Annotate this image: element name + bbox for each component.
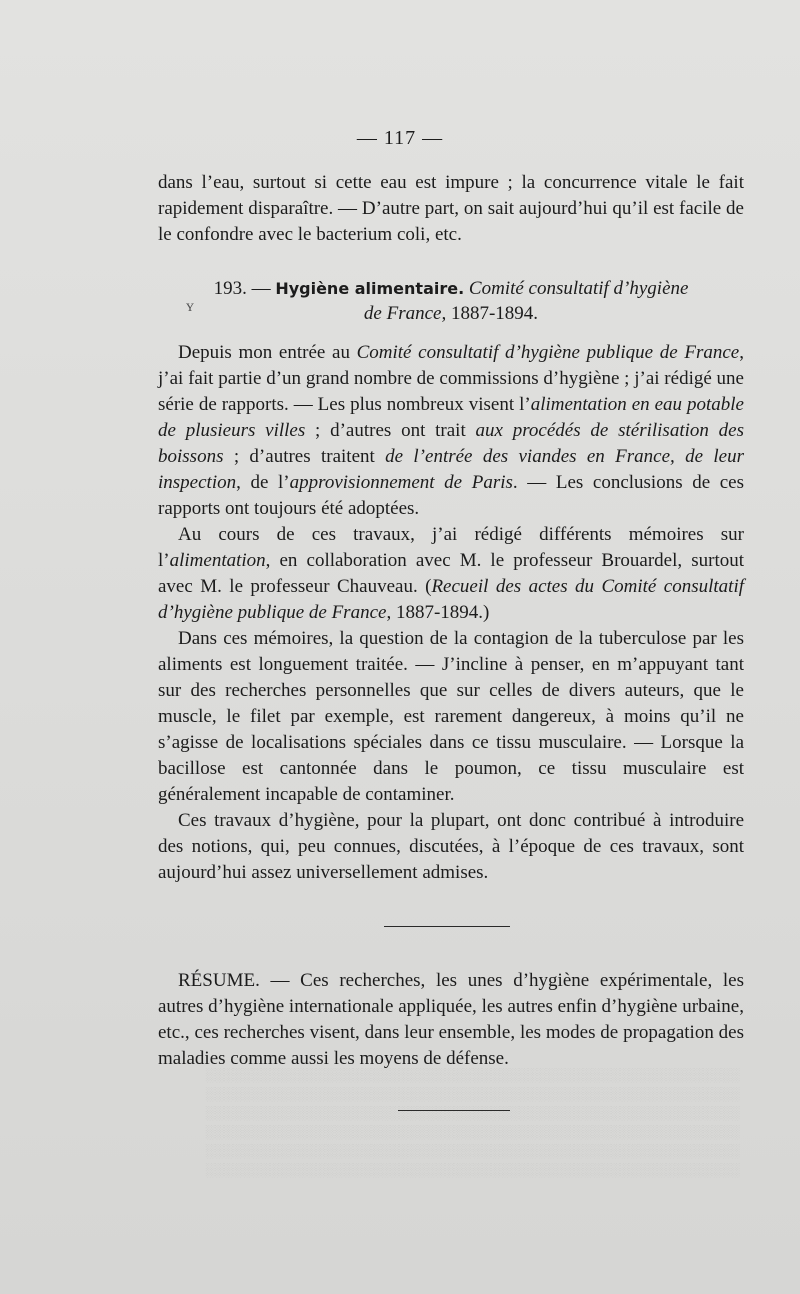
intro-text: dans l’eau, surtout si cette eau est impure ; la concurrence vitale le fait rapidement disparaître. — D’autre part, on sait aujourd’hui qu’il est facile de le confondre avec le bacterium coli, etc. <box>158 172 744 245</box>
page-number: — 117 — <box>356 127 444 149</box>
paragraph-4: Ces travaux d’hygiène, pour la plupart, ont donc contribué à introduire des notions, qui, peu connues, discutées, à l’époque de ces travaux, sont aujourd’hui assez universellement admises. <box>158 810 744 883</box>
bleed-through-text: ░░░░░░░░░░░░░░░░░░░░░░░░░░░░░░░░░░░░░░░░░░░░░░░░░░░░░░░░░░ ░░░░░░░░░░░░░░░░░░░░░░░░░░░░░░░░░░░░░░░░░░░░░░░░░░░░░░░░░░ ░░░░░░░░░░░░░░░░░░░░░░░░░░░░░░░░░░░░░░░░░░░░░░░░░░░░░░░░░░ ░░░░░░░░░░░░░░░░░░░░░░░░░░░░░░░░░░░░░░░░░░░░░░░░░░░░░░░░░░ ░░░░░░░░░░░░░░░░░░░░░░░░░░░░░░░░░░░░░░░░░░░░░░░░░░░░░░░░░░ ░░░░░░░░░░░░░░░░░░░░░░░░░░░░░░░░░░░░░░░░░░░░░░░░░░░░░░░░░░ <box>205 1067 740 1177</box>
paragraph-1: Depuis mon entrée au Comité consultatif d’hygiène publique de France, j’ai fait partie d’un grand nombre de commissions d’hygiène ; j’ai rédigé une série de rapports. — Les plus nombreux visent l’alimentation en eau potable de plusieurs villes ; d’autres ont trait aux procédés de stérilisation des boissons ; d’autres traitent de l’entrée des viandes en France, de leur inspection, de l’approvisionnement de Paris. — Les conclusions de ces rapports ont toujours été adoptées. <box>158 342 745 519</box>
resume-paragraph: RÉSUME. — Ces recherches, les unes d’hygiène expérimentale, les autres d’hygiène internationale appliquée, les autres enfin d’hygiène urbaine, etc., ces recherches visent, dans leur ensemble, les modes de propagation des maladies comme aussi les moyens de défense. <box>158 970 744 1069</box>
paragraph-2: Au cours de ces travaux, j’ai rédigé différents mémoires sur l’alimentation, en collaboration avec M. le professeur Brouardel, surtout avec M. le professeur Chauveau. (Recueil des actes du Comité consultatif d’hygiène publique de France, 1887-1894.) <box>158 524 744 623</box>
section-years: 1887-1894. <box>450 303 539 324</box>
intro-paragraph <box>158 170 744 248</box>
section-source-cont: de France, <box>363 303 447 324</box>
body-text <box>158 340 744 886</box>
paragraph-3: Dans ces mémoires, la question de la contagion de la tuberculose par les aliments est longuement traitée. — J’incline à penser, en m’appuyant tant sur des recherches personnelles que sur celles de divers auteurs, que le muscle, le filet par exemple, est rarement dangereux, à moins qu’il ne s’agisse de localisations spéciales dans ce tissu musculaire. — Lorsque la bacillose est cantonnée dans le poumon, ce tissu musculaire est généralement incapable de contaminer. <box>158 628 744 805</box>
section-title: Hygiène alimentaire. <box>275 279 465 298</box>
section-number: 193. — <box>213 278 271 299</box>
separator-rule <box>384 926 510 927</box>
end-rule <box>398 1110 510 1111</box>
section-source: Comité consultatif d’hygiène <box>468 278 689 299</box>
section-heading <box>158 276 744 326</box>
margin-mark: ʏ <box>186 298 194 315</box>
resume-block <box>158 968 744 1072</box>
